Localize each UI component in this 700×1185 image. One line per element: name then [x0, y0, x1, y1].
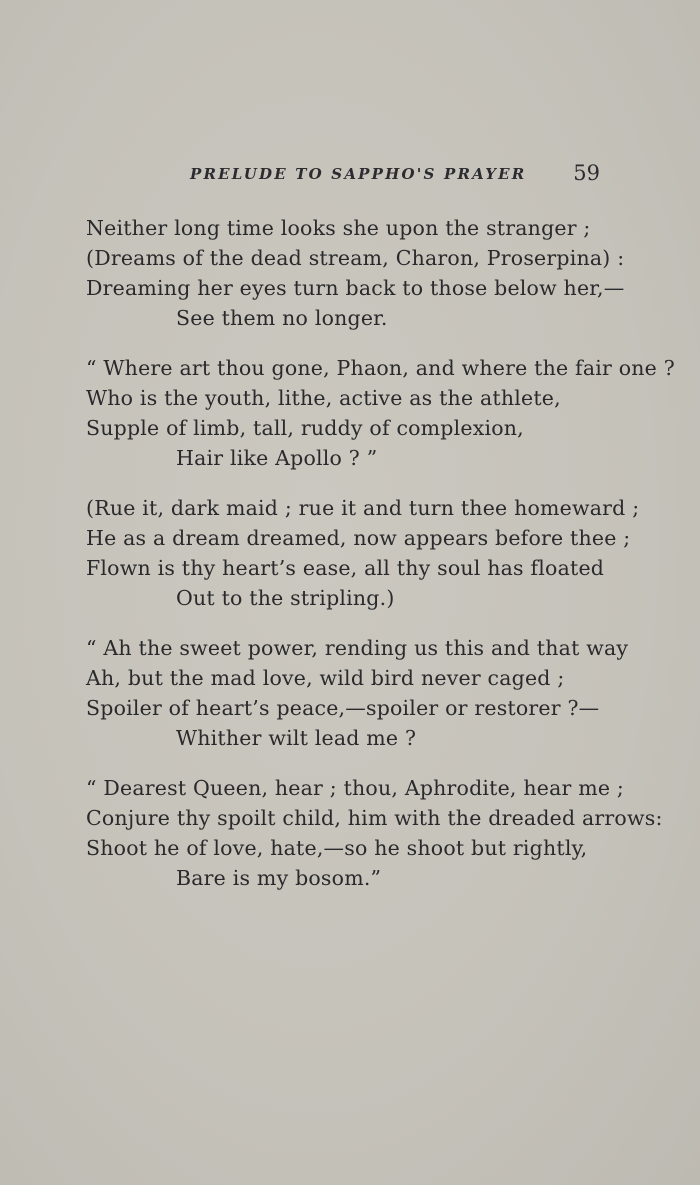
- poem-line: Who is the youth, lithe, active as the athlete,: [86, 386, 561, 410]
- poem-line: Conjure thy spoilt child, him with the dreaded arrows:: [86, 806, 663, 830]
- poem-line: Neither long time looks she upon the stranger ;: [86, 216, 591, 240]
- stanza-3: [86, 493, 640, 613]
- poem-line: “ Dearest Queen, hear ; thou, Aphrodite, hear me ;: [86, 776, 625, 800]
- poem-line: Flown is thy heart’s ease, all thy soul has floated: [86, 556, 605, 580]
- poem-line: (Rue it, dark maid ; rue it and turn thee homeward ;: [86, 496, 640, 520]
- poem-line-adonic: See them no longer.: [176, 306, 388, 330]
- poem-line-adonic: Hair like Apollo ? ”: [176, 446, 378, 470]
- poem-line: “ Ah the sweet power, rending us this and that way: [86, 636, 629, 660]
- poem-line-adonic: Out to the stripling.): [176, 586, 395, 610]
- poem-line-adonic: Whither wilt lead me ?: [176, 726, 417, 750]
- poem-line: Spoiler of heart’s peace,—spoiler or restorer ?—: [86, 696, 600, 720]
- stanza-5: [86, 773, 663, 893]
- stanza-2: [86, 353, 675, 473]
- poem-body: [86, 213, 675, 913]
- poem-line: “ Where art thou gone, Phaon, and where the fair one ?: [86, 356, 675, 380]
- poem-line: Dreaming her eyes turn back to those below her,—: [86, 276, 625, 300]
- page-number: 59: [573, 161, 600, 185]
- running-title: PRELUDE TO SAPPHO'S PRAYER: [190, 165, 527, 183]
- stanza-1: [86, 213, 625, 333]
- poem-line: Shoot he of love, hate,—so he shoot but rightly,: [86, 836, 588, 860]
- poem-line-adonic: Bare is my bosom.”: [176, 866, 382, 890]
- stanza-4: [86, 633, 629, 753]
- poem-line: Supple of limb, tall, ruddy of complexion,: [86, 416, 524, 440]
- poem-line: He as a dream dreamed, now appears before thee ;: [86, 526, 631, 550]
- poem-line: Ah, but the mad love, wild bird never caged ;: [86, 666, 565, 690]
- poem-line: (Dreams of the dead stream, Charon, Proserpina) :: [86, 246, 625, 270]
- running-header: [190, 161, 600, 189]
